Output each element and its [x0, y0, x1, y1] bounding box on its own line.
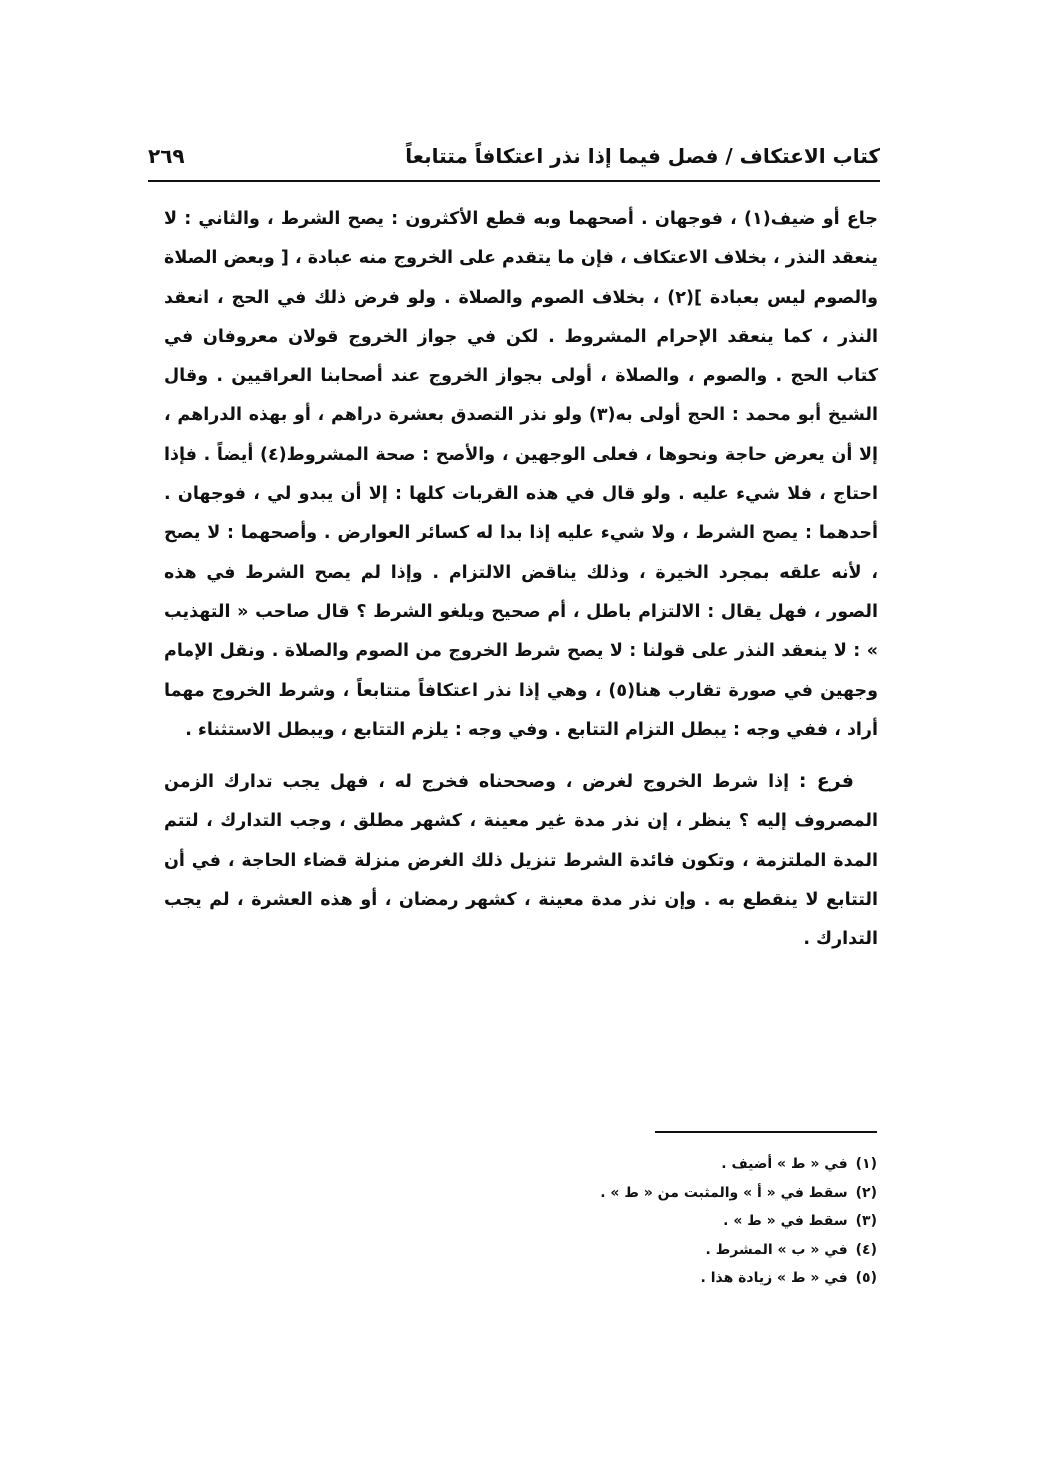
footnote-number: (٣): [855, 1213, 877, 1229]
running-title: كتاب الاعتكاف / فصل فيما إذا نذر اعتكافاً متتابعاً: [405, 144, 880, 168]
footnote-number: (١): [855, 1156, 877, 1172]
footnote-number: (٢): [855, 1184, 877, 1201]
footnote-number: (٤): [855, 1241, 877, 1258]
paragraph-text: جاع أو ضيف(١) ، فوجهان . أصحهما وبه قطع الأكثرون : يصح الشرط ، والثاني : لا ينعقد النذر ، بخلاف الاعتكاف ، فإن ما يتقدم على الخروج منه عبادة ، [ وبعض الصلاة والصوم ليس بعبادة ](٢) ، بخلاف الصوم والصلاة . ولو فرض ذلك في الحج ، انعقد النذر ، كما ينعقد الإحرام المشروط . لكن في جواز الخروج قولان معروفان في كتاب الحج . والصوم ، والصلاة ، أولى بجواز الخروج عند أصحابنا العراقيين . وقال الشيخ أبو محمد : الحج أولى به(٣) ولو نذر التصدق بعشرة دراهم ، أو بهذه الدراهم ، إلا أن يعرض حاجة ونحوها ، فعلى الوجهين ، والأصح : صحة المشروط(٤) أيضاً . فإذا احتاج ، فلا شيء عليه . ولو قال في هذه القربات كلها : إلا أن يبدو لي ، فوجهان . أحدهما : يصح الشرط ، ولا شيء عليه إذا بدا له كسائر العوارض . وأصحهما : لا يصح ، لأنه علقه بمجرد الخيرة ، وذلك يناقض الالتزام . وإذا لم يصح الشرط في هذه الصور ، فهل يقال : الالتزام باطل ، أم صحيح ويلغو الشرط ؟ قال صاحب « التهذيب » : لا ينعقد النذر على قولنا : لا يصح شرط الخروج من الصوم والصلاة . ونقل الإمام وجهين في صورة تقارب هنا(٥) ، وهي إذا نذر اعتكافاً متتابعاً ، وشرط الخروج مهما أراد ، ففي وجه : يبطل التزام التتابع . وفي وجه : يلزم التتابع ، ويبطل الاستثناء .: [164, 209, 879, 740]
footnote-text: سقط في « ط » .: [723, 1213, 848, 1229]
page-number: ٢٦٩: [148, 144, 185, 168]
footnote: [500, 1179, 877, 1208]
paragraph: [164, 762, 878, 959]
footnote-text: في « ط » أضيف .: [721, 1156, 848, 1172]
footnote: [500, 1264, 877, 1293]
footnote-rule: [655, 1131, 877, 1133]
branch-heading: فرع :: [798, 770, 854, 793]
paragraph: [164, 200, 878, 750]
main-text: [164, 200, 878, 960]
footnote-number: (٥): [855, 1270, 877, 1286]
footnote-text: في « ط » زيادة هذا .: [700, 1270, 848, 1286]
header-rule: [148, 180, 880, 182]
footnote: [500, 1207, 877, 1236]
footnotes: [500, 1150, 877, 1293]
footnote-text: في « ب » المشرط .: [705, 1241, 848, 1258]
footnote-text: سقط في « أ » والمثبت من « ط » .: [600, 1184, 848, 1201]
footnote: [500, 1150, 877, 1179]
paragraph-text: إذا شرط الخروج لغرض ، وصححناه فخرج له ، فهل يجب تدارك الزمن المصروف إليه ؟ ينظر ، إن نذر مدة غير معينة ، كشهر مطلق ، وجب التدارك ، لتتم المدة الملتزمة ، وتكون فائدة الشرط تنزيل ذلك الغرض منزلة قضاء الحاجة ، في أن التتابع لا ينقطع به . وإن نذر مدة معينة ، كشهر رمضان ، أو هذه العشرة ، لم يجب التدارك .: [164, 772, 878, 950]
footnote: [500, 1236, 877, 1265]
page-header: [148, 140, 880, 176]
